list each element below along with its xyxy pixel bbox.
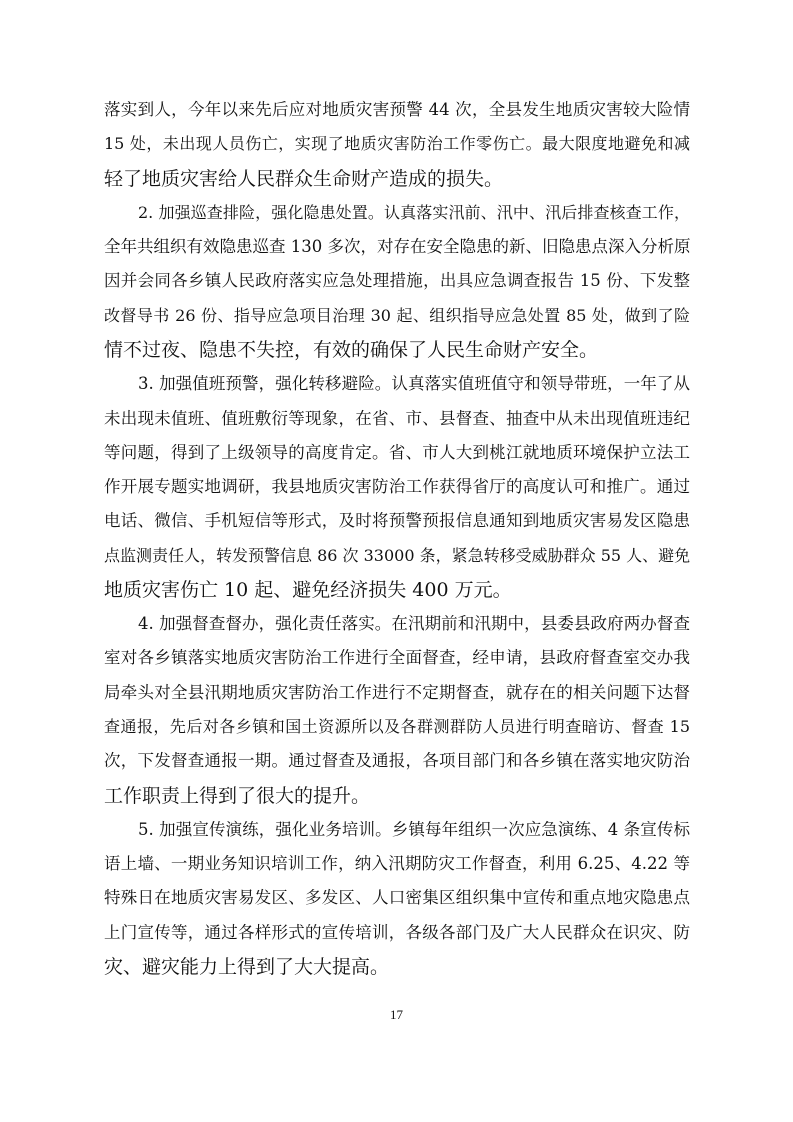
text-line: 落实到人，今年以来先后应对地质灾害预警 44 次，全县发生地质灾害较大险情: [104, 100, 690, 119]
text-line: 灾、避灾能力上得到了大大提高。: [104, 956, 390, 978]
text-line: 电话、微信、手机短信等形式，及时将预警预报信息通知到地质灾害易发区隐患: [104, 511, 690, 530]
text-line: 地质灾害伤亡 10 起、避免经济损失 400 万元。: [104, 579, 512, 601]
text-line: 查通报，先后对各乡镇和国土资源所以及各群测群防人员进行明查暗访、督查 15: [104, 717, 690, 736]
text-line: 轻了地质灾害给人民群众生命财产造成的损失。: [104, 168, 504, 190]
text-line: 局牵头对全县汛期地质灾害防治工作进行不定期督查，就存在的相关问题下达督: [104, 683, 690, 702]
text-line: 15 处，未出现人员伤亡，实现了地质灾害防治工作零伤亡。最大限度地避免和减: [104, 134, 690, 153]
text-line: 次，下发督查通报一期。通过督查及通报，各项目部门和各乡镇在落实地灾防治: [104, 751, 690, 770]
text-line: 4. 加强督查督办，强化责任落实。在汛期前和汛期中，县委县政府两办督查: [138, 614, 690, 633]
text-line: 5. 加强宣传演练，强化业务培训。乡镇每年组织一次应急演练、4 条宣传标: [138, 820, 690, 839]
text-line: 全年共组织有效隐患巡查 130 多次，对存在安全隐患的新、旧隐患点深入分析原: [104, 237, 691, 256]
text-line: 等问题，得到了上级领导的高度肯定。省、市人大到桃江就地质环境保护立法工: [104, 443, 690, 462]
text-line: 改督导书 26 份、指导应急项目治理 30 起、组织指导应急处置 85 处，做到了险: [104, 306, 690, 325]
text-line: 作开展专题实地调研，我县地质灾害防治工作获得省厅的高度认可和推广。通过: [104, 477, 690, 496]
page-number: 17: [390, 1007, 403, 1022]
text-line: 2. 加强巡查排险，强化隐患处置。认真落实汛前、汛中、汛后排查核查工作，: [138, 203, 690, 222]
text-line: 特殊日在地质灾害易发区、多发区、人口密集区组织集中宣传和重点地灾隐患点: [104, 888, 690, 907]
text-line: 点监测责任人，转发预警信息 86 次 33000 条，紧急转移受威胁群众 55 人、避免: [104, 546, 691, 565]
text-line: 室对各乡镇落实地质灾害防治工作进行全面督查，经申请，县政府督查室交办我: [104, 648, 690, 667]
text-line: 未出现未值班、值班敷衍等现象，在省、市、县督查、抽查中从未出现值班违纪: [104, 409, 690, 428]
text-line: 情不过夜、隐患不失控，有效的确保了人民生命财产安全。: [104, 339, 599, 361]
text-line: 因并会同各乡镇人民政府落实应急处理措施，出具应急调查报告 15 份、下发整: [104, 271, 690, 290]
text-line: 工作职责上得到了很大的提升。: [104, 785, 371, 807]
text-line: 3. 加强值班预警，强化转移避险。认真落实值班值守和领导带班，一年了从: [138, 374, 690, 393]
text-line: 上门宣传等，通过各样形式的宣传培训，各级各部门及广大人民群众在识灾、防: [104, 923, 690, 942]
text-line: 语上墙、一期业务知识培训工作，纳入汛期防灾工作督查，利用 6.25、4.22 等: [104, 854, 690, 873]
